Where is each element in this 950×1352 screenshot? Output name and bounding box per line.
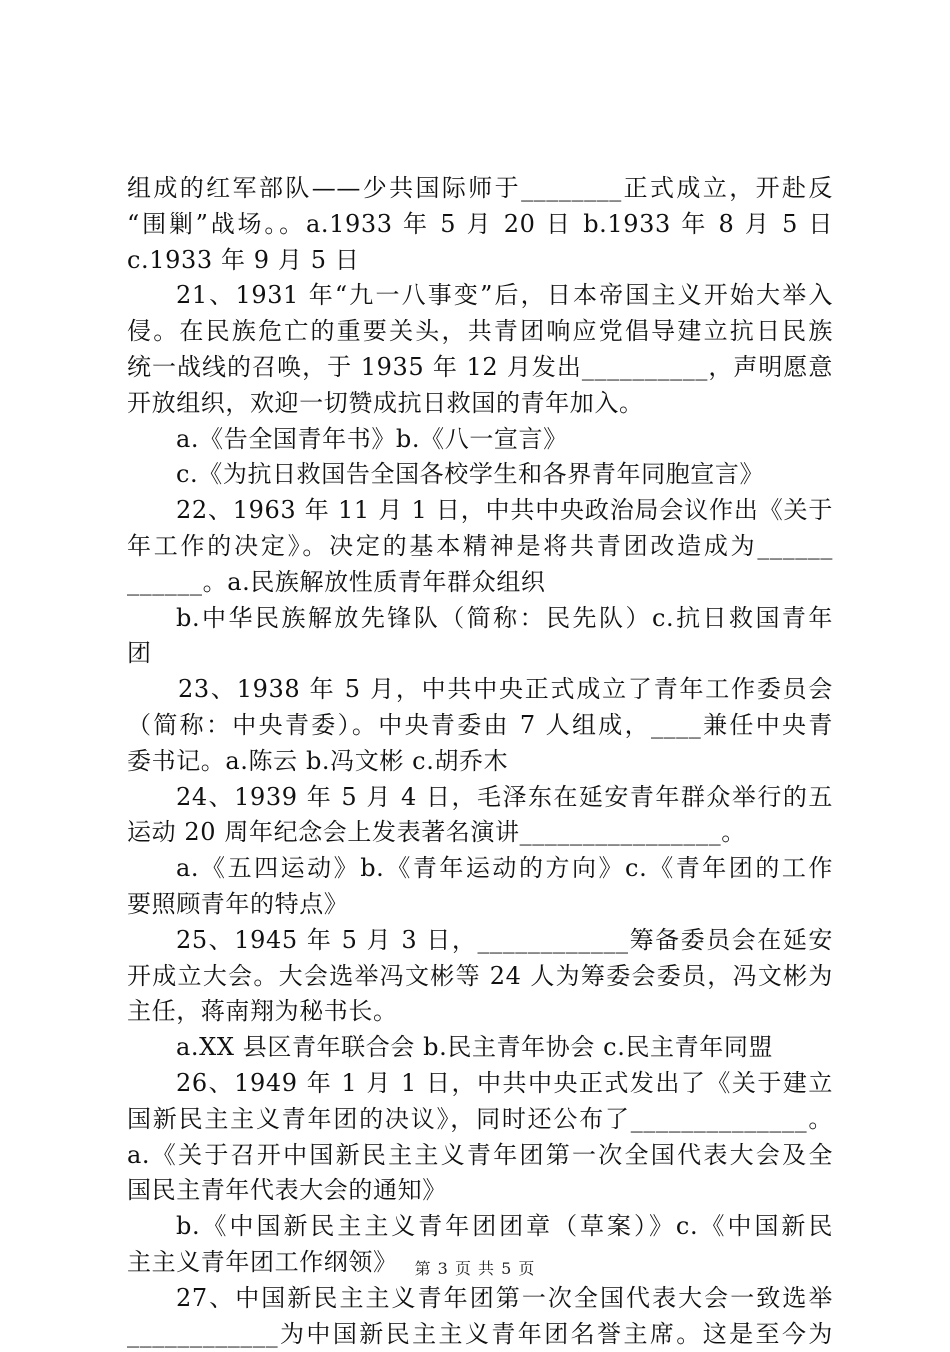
text-line: 统一战线的召唤，于 1935 年 12 月发出__________，声明愿意	[127, 350, 833, 386]
text-line: 开放组织，欢迎一切赞成抗日救国的青年加入。	[127, 386, 833, 422]
text-line: 主主义青年团工作纲领》	[127, 1245, 833, 1281]
document-body	[127, 171, 833, 1352]
text-line: 22、1963 年 11 月 1 日，中共中央政治局会议作出《关于	[127, 493, 833, 529]
text-line: 侵。在民族危亡的重要关头，共青团响应党倡导建立抗日民族	[127, 314, 833, 350]
text-line: 24、1939 年 5 月 4 日，毛泽东在延安青年群众举行的五	[127, 780, 833, 816]
text-line: 组成的红军部队——少共国际师于________正式成立，开赴反	[127, 171, 833, 207]
text-line: a.《关于召开中国新民主主义青年团第一次全国代表大会及全	[127, 1138, 833, 1174]
text-line: （简称：中央青委）。中央青委由 7 人组成，____兼任中央青	[127, 708, 833, 744]
text-line: ______。a.民族解放性质青年群众组织	[127, 565, 833, 601]
text-line: “围剿”战场。。a.1933 年 5 月 20 日 b.1933 年 8 月 5 日	[127, 207, 833, 243]
text-line: ____________为中国新民主主义青年团名誉主席。这是至今为	[127, 1317, 833, 1352]
text-line: 国新民主主义青年团的决议》，同时还公布了______________。	[127, 1102, 833, 1138]
page-footer: 第 3 页 共 5 页	[0, 1256, 950, 1279]
text-line: 26、1949 年 1 月 1 日，中共中央正式发出了《关于建立	[127, 1066, 833, 1102]
text-line: 国民主青年代表大会的通知》	[127, 1173, 833, 1209]
text-line: b.中华民族解放先锋队（简称：民先队）c.抗日救国青年	[127, 601, 833, 637]
text-line: 运动 20 周年纪念会上发表著名演讲________________。	[127, 815, 833, 851]
text-line: 年工作的决定》。决定的基本精神是将共青团改造成为______	[127, 529, 833, 565]
text-line: 27、中国新民主主义青年团第一次全国代表大会一致选举	[127, 1281, 833, 1317]
text-line: 25、1945 年 5 月 3 日，____________筹备委员会在延安	[127, 923, 833, 959]
text-line: c.1933 年 9 月 5 日	[127, 243, 833, 279]
text-line: c.《为抗日救国告全国各校学生和各界青年同胞宣言》	[127, 457, 833, 493]
text-line: a.《五四运动》b.《青年运动的方向》c.《青年团的工作	[127, 851, 833, 887]
text-line: 21、1931 年“九一八事变”后，日本帝国主义开始大举入	[127, 278, 833, 314]
text-line: 主任，蒋南翔为秘书长。	[127, 994, 833, 1030]
text-line: 开成立大会。大会选举冯文彬等 24 人为筹委会委员，冯文彬为	[127, 959, 833, 995]
text-line: 要照顾青年的特点》	[127, 887, 833, 923]
text-line: 23、1938 年 5 月，中共中央正式成立了青年工作委员会	[127, 672, 833, 708]
text-line: 团	[127, 636, 833, 672]
text-line: 委书记。a.陈云 b.冯文彬 c.胡乔木	[127, 744, 833, 780]
text-line: a.XX 县区青年联合会 b.民主青年协会 c.民主青年同盟	[127, 1030, 833, 1066]
text-line: b.《中国新民主主义青年团团章（草案）》c.《中国新民	[127, 1209, 833, 1245]
text-line: a.《告全国青年书》b.《八一宣言》	[127, 422, 833, 458]
